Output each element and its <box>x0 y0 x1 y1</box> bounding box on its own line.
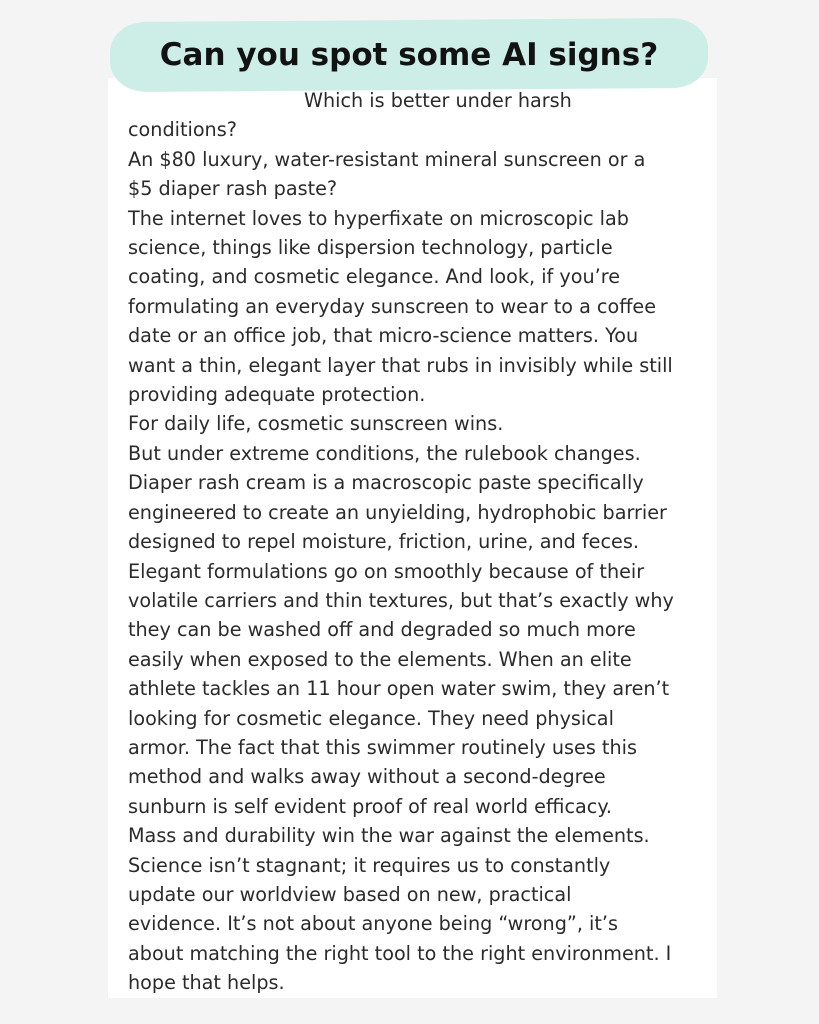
post-line: But under extreme conditions, the rulebook changes. <box>128 441 641 465</box>
post-line: For daily life, cosmetic sunscreen wins. <box>128 412 504 436</box>
post-line: formulating an everyday sunscreen to wear to a coffee <box>128 294 657 318</box>
post-line: want a thin, elegant layer that rubs in invisibly while still <box>128 353 673 377</box>
post-line: providing adequate protection. <box>128 383 426 407</box>
post-line: engineered to create an unyielding, hydrophobic barrier <box>128 500 667 524</box>
post-line: volatile carriers and thin textures, but that’s exactly why <box>128 588 674 612</box>
post-line: Mass and durability win the war against the elements. <box>128 824 650 848</box>
post-line: update our worldview based on new, practical <box>128 882 572 906</box>
post-line: athlete tackles an 11 hour open water swim, they aren’t <box>128 677 670 701</box>
post-line: hope that helps. <box>128 971 285 995</box>
post-line: The internet loves to hyperfixate on microscopic lab <box>128 206 629 230</box>
post-line: Science isn’t stagnant; it requires us to constantly <box>128 853 611 877</box>
post-line: easily when exposed to the elements. When an elite <box>128 647 632 671</box>
post-line: method and walks away without a second-degree <box>128 765 606 789</box>
post-line: conditions? <box>128 118 237 142</box>
post-line: Elegant formulations go on smoothly because of their <box>128 559 645 583</box>
post-line: about matching the right tool to the right environment. I <box>128 941 672 965</box>
page-title: Can you spot some AI signs? <box>159 37 659 73</box>
post-body <box>128 86 713 998</box>
post-line: Diaper rash cream is a macroscopic paste specifically <box>128 471 644 495</box>
post-line: they can be washed off and degraded so much more <box>128 618 636 642</box>
post-line: looking for cosmetic elegance. They need physical <box>128 706 614 730</box>
post-line: date or an office job, that micro-science matters. You <box>128 324 639 348</box>
post-line: armor. The fact that this swimmer routinely uses this <box>128 735 637 759</box>
post-line: designed to repel moisture, friction, urine, and feces. <box>128 530 639 554</box>
post-line: evidence. It’s not about anyone being “wrong”, it’s <box>128 912 618 936</box>
post-line: $5 diaper rash paste? <box>128 177 338 201</box>
post-line: An $80 luxury, water-resistant mineral sunscreen or a <box>128 147 646 171</box>
post-line: Which is better under harsh <box>304 89 572 112</box>
post-line: coating, and cosmetic elegance. And look, if you’re <box>128 265 621 289</box>
post-line: sunburn is self evident proof of real world efficacy. <box>128 794 613 818</box>
post-line: science, things like dispersion technology, particle <box>128 236 613 260</box>
